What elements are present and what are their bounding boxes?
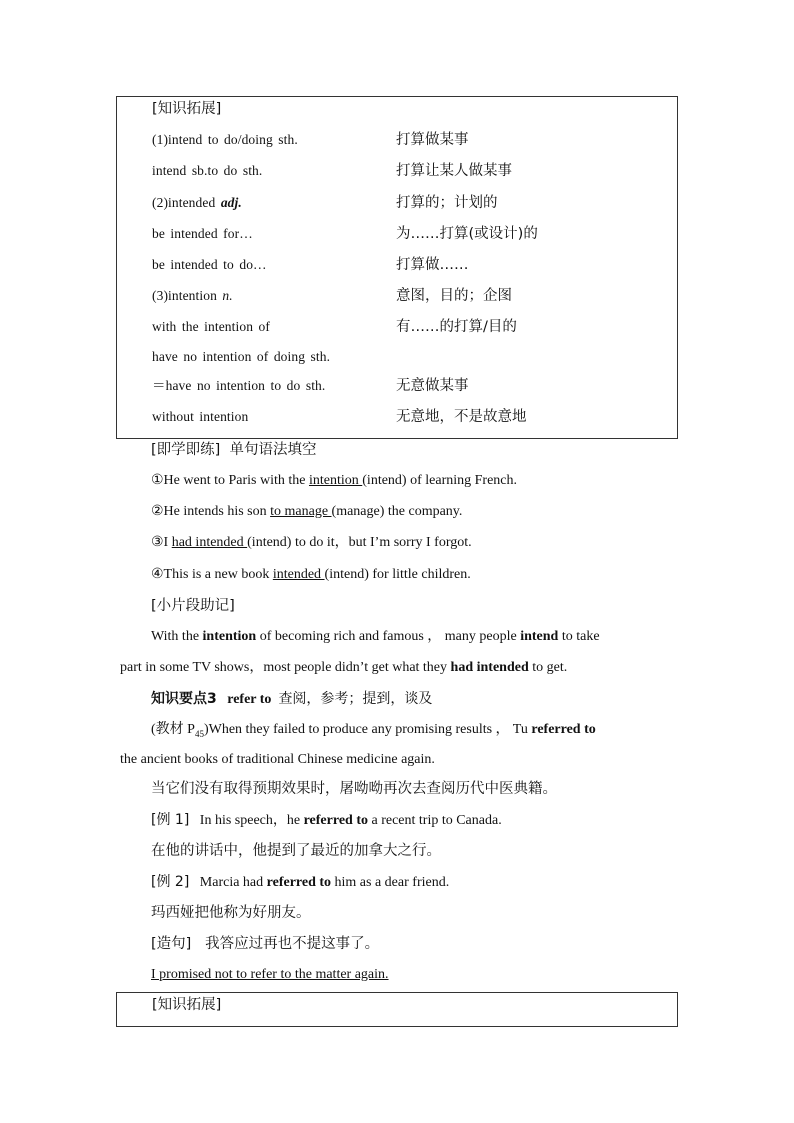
textbook-sentence: the ancient books of traditional Chinese medicine again. bbox=[120, 752, 435, 767]
practice-item: ②He intends his son to manage (manage) the company. bbox=[151, 504, 463, 519]
phrase-en: (3)intention n. bbox=[152, 288, 233, 303]
example-1: [例 1] In his speech，he referred to a recent trip to Canada. bbox=[151, 812, 502, 828]
phrase-zh: 为……打算(或设计)的 bbox=[396, 226, 538, 242]
memory-line: part in some TV shows，most people didn’t get what they had intended to get. bbox=[120, 660, 568, 675]
make-sentence: [造句] 我答应过再也不提这事了。 bbox=[151, 936, 380, 952]
answer: had intended bbox=[171, 535, 248, 550]
phrase-en: be intended to do… bbox=[152, 257, 267, 272]
practice-header: [即学即练] 单句语法填空 bbox=[151, 442, 317, 458]
practice-item: ①He went to Paris with the intention (intend) of learning French. bbox=[151, 473, 517, 488]
phrase-zh: 无意做某事 bbox=[396, 378, 469, 394]
phrase-en: with the intention of bbox=[152, 319, 270, 334]
phrase-en: have no intention of doing sth. bbox=[152, 349, 331, 364]
practice-item: ④This is a new book intended (intend) for little children. bbox=[151, 567, 471, 582]
phrase-en: without intention bbox=[152, 409, 249, 424]
phrase-zh: 打算让某人做某事 bbox=[396, 163, 512, 179]
example-2: [例 2] Marcia had referred to him as a dear friend. bbox=[151, 874, 450, 890]
answer: to manage bbox=[270, 504, 332, 519]
box-header: [知识拓展] bbox=[152, 101, 222, 117]
answer: intention bbox=[308, 473, 363, 488]
phrase-en: (1)intend to do/doing sth. bbox=[152, 132, 298, 147]
phrase-en: be intended for… bbox=[152, 226, 253, 241]
practice-item: ③I had intended (intend) to do it，but I’m sorry I forgot. bbox=[151, 535, 472, 550]
knowledge-expansion-box bbox=[116, 96, 678, 439]
example-2-translation: 玛西娅把他称为好朋友。 bbox=[151, 905, 311, 921]
phrase-zh: 意图，目的；企图 bbox=[396, 288, 512, 304]
phrase-zh: 无意地，不是故意地 bbox=[396, 409, 527, 425]
make-sentence-answer: I promised not to refer to the matter again. bbox=[151, 967, 389, 982]
phrase-en: (2)intended adj. bbox=[152, 195, 242, 210]
example-1-translation: 在他的讲话中，他提到了最近的加拿大之行。 bbox=[151, 843, 441, 859]
point-heading: 知识要点3 refer to 查阅，参考；提到，谈及 bbox=[151, 691, 433, 707]
textbook-sentence: (教材 $P_{45})When$ they failed to produce any promising results ， Tu referred to bbox=[151, 722, 596, 739]
phrase-zh: 打算的；计划的 bbox=[396, 195, 498, 211]
phrase-en: ＝have no intention to do sth. bbox=[152, 378, 326, 393]
answer: intended bbox=[272, 567, 325, 582]
phrase-zh: 打算做…… bbox=[396, 257, 469, 273]
textbook-translation: 当它们没有取得预期效果时，屠呦呦再次去查阅历代中医典籍。 bbox=[151, 781, 557, 797]
box-header: [知识拓展] bbox=[152, 997, 222, 1013]
knowledge-expansion-box-2 bbox=[116, 992, 678, 1027]
memory-header: [小片段助记] bbox=[151, 598, 235, 614]
phrase-en: intend sb.to do sth. bbox=[152, 163, 263, 178]
phrase-zh: 有……的打算/目的 bbox=[396, 319, 517, 335]
memory-line: With the intention of becoming rich and famous ， many people intend to take bbox=[151, 629, 600, 644]
phrase-zh: 打算做某事 bbox=[396, 132, 469, 148]
